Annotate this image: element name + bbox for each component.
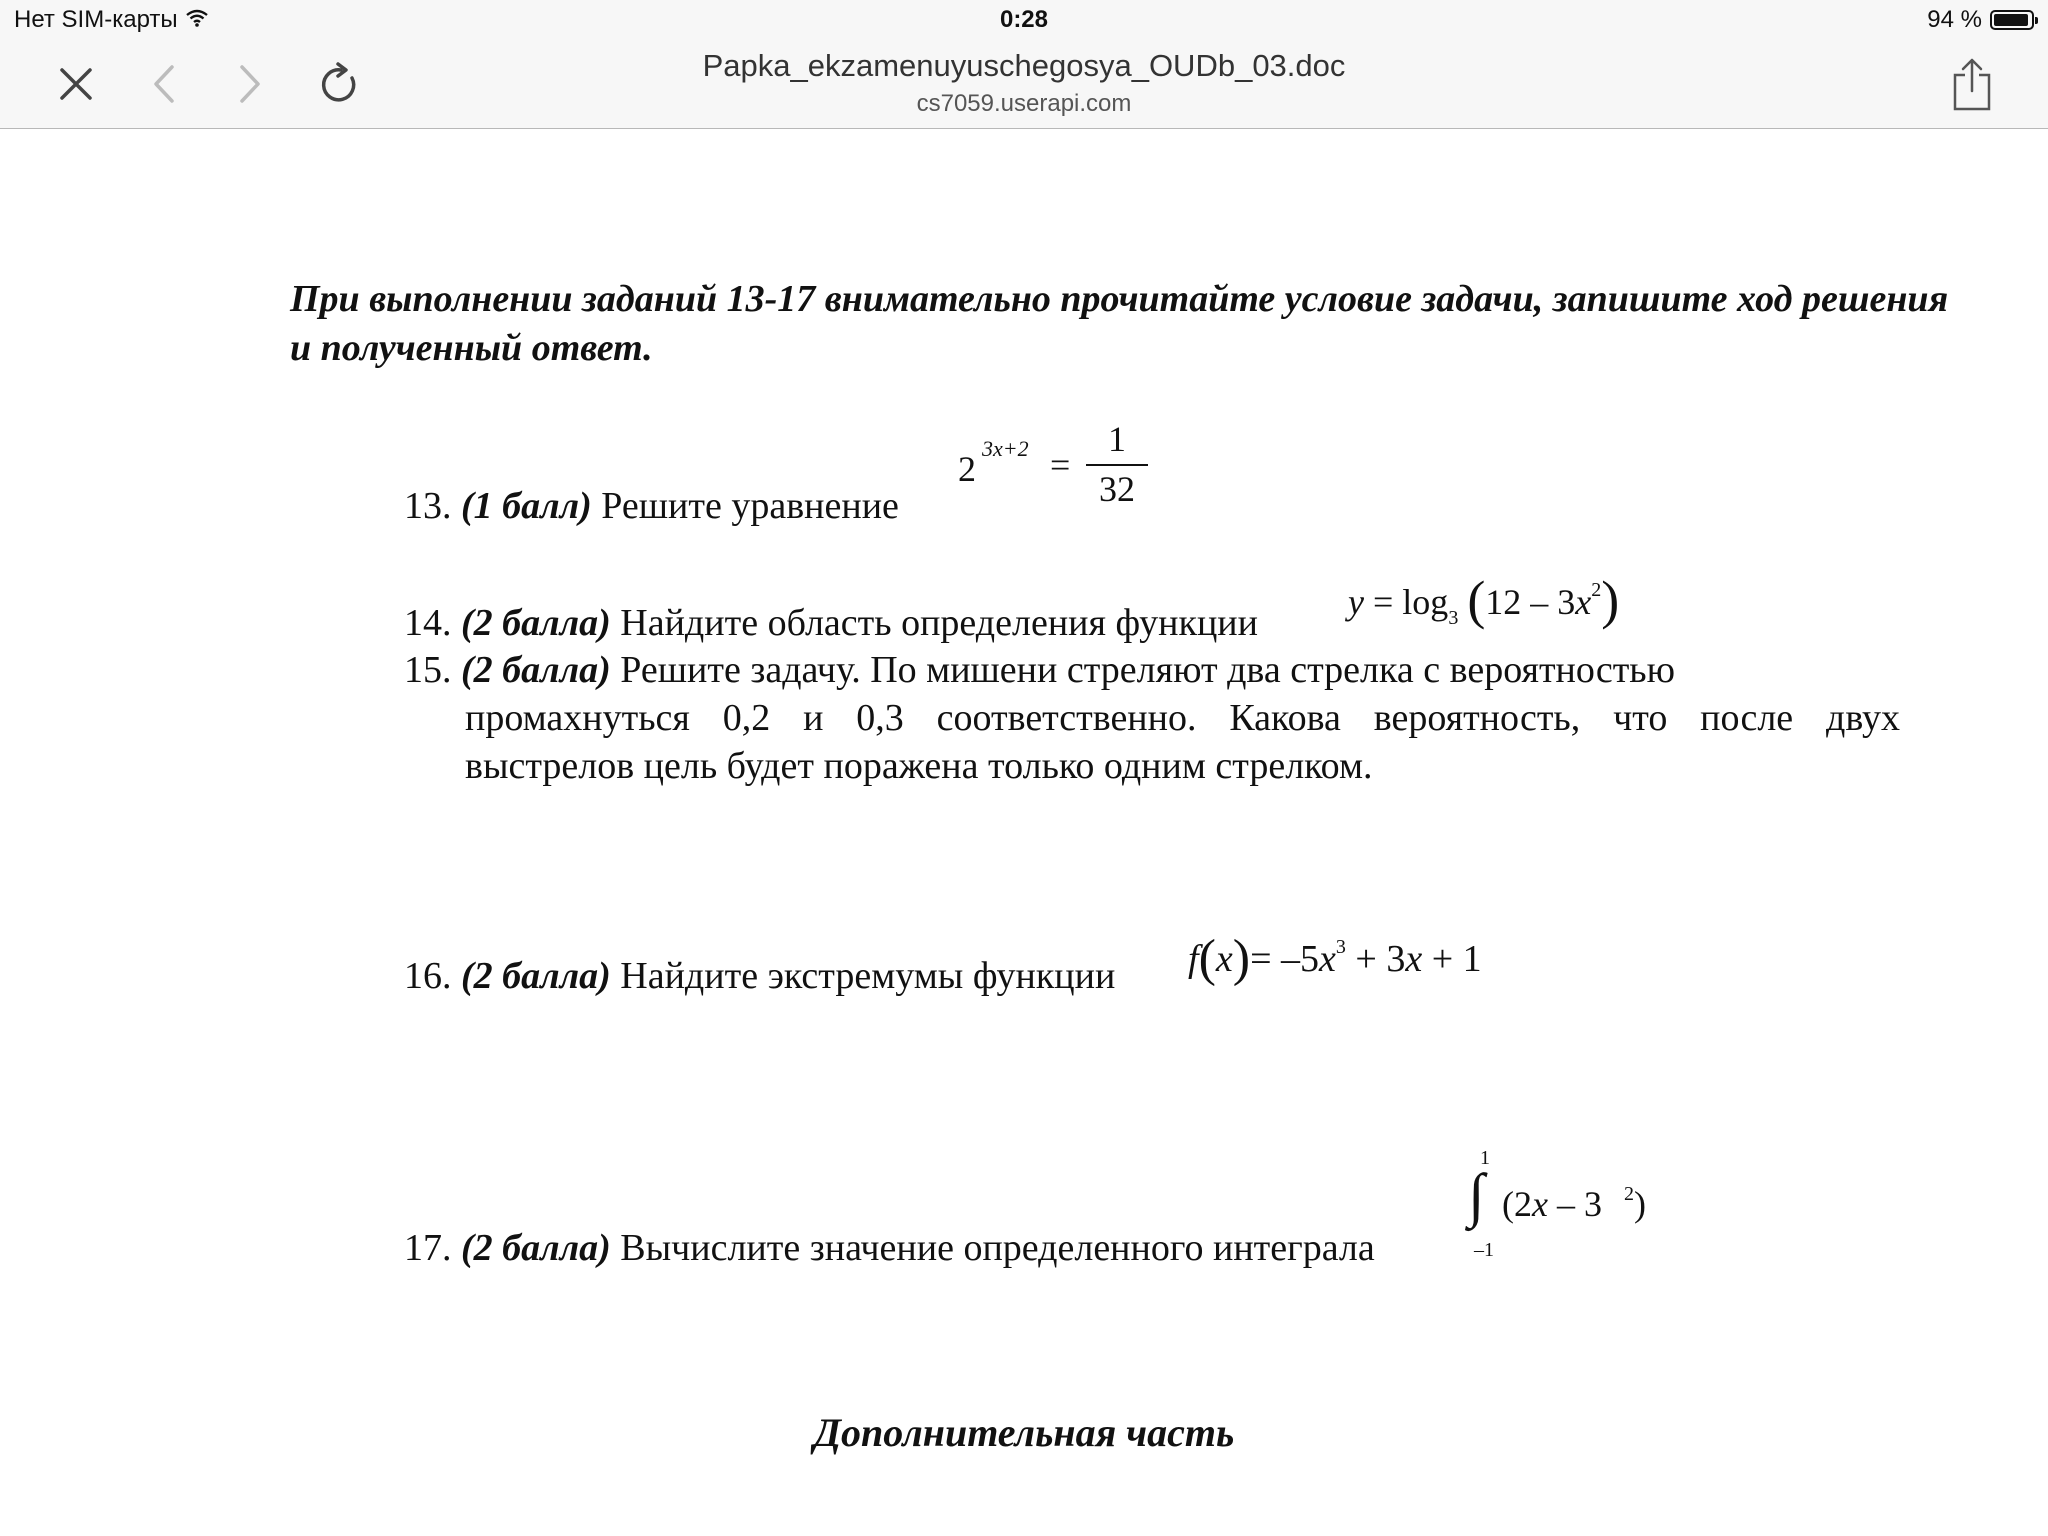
equation-16	[1188, 929, 1482, 988]
eq14-x: x	[1575, 582, 1592, 622]
eq17-integrand	[1502, 1183, 1646, 1225]
task-number: 14.	[404, 602, 452, 644]
eq17-integral-sign: ∫	[1468, 1162, 1485, 1228]
task-15-continuation	[465, 694, 1900, 790]
task-points: (2 балла)	[461, 955, 611, 997]
equation-14	[1348, 569, 1619, 631]
eq16-f: f	[1188, 938, 1199, 980]
share-icon	[1950, 57, 1994, 111]
task-15	[404, 646, 1900, 694]
task-17	[404, 1224, 1375, 1272]
task-number: 13.	[404, 485, 452, 527]
browser-toolbar	[0, 42, 2048, 129]
instructions-heading: При выполнении заданий 13-17 внимательно прочитайте условие задачи, запишите ход решения и полученный ответ.	[290, 278, 1949, 369]
eq16-x3: x	[1405, 938, 1423, 980]
eq13-fraction-bar	[1086, 464, 1148, 466]
task-text: Найдите экстремумы функции	[620, 955, 1116, 997]
eq16-x2: x	[1319, 938, 1336, 980]
eq13-exponent: 3x+2	[982, 436, 1029, 461]
eq16-power: 3	[1335, 936, 1346, 958]
eq14-y: y	[1348, 582, 1364, 622]
eq14-log-base: 3	[1448, 607, 1459, 629]
eq13-base: 2	[958, 449, 976, 489]
task-13	[404, 482, 899, 530]
eq17-x: x	[1532, 1184, 1548, 1224]
task-number: 17.	[404, 1227, 452, 1269]
eq14-power: 2	[1591, 579, 1602, 601]
eq16-rhs-1: = –5	[1250, 938, 1320, 980]
eq13-numerator: 1	[1108, 419, 1126, 459]
eq17-close-paren: )	[1633, 1184, 1646, 1224]
eq17-integrand-2: – 3	[1556, 1184, 1602, 1224]
task-text-line-1: Решите задачу. По мишени стреляют два стрелка с вероятностью	[620, 649, 1676, 691]
task-number: 16.	[404, 955, 452, 997]
document-title: Papka_ekzamenuyuschegosya_OUDb_03.doc	[702, 48, 1346, 83]
battery-info	[1927, 6, 2034, 34]
eq17-lower-limit: –1	[1474, 1239, 1494, 1261]
eq13-denominator: 32	[1099, 469, 1135, 509]
clock: 0:28	[999, 6, 1049, 33]
eq14-inner: 12 – 3	[1485, 582, 1576, 622]
task-text: Вычислите значение определенного интеграла	[620, 1227, 1375, 1269]
battery-icon	[1990, 10, 2034, 30]
eq16-rhs-3: + 1	[1431, 938, 1482, 980]
task-points: (1 балл)	[461, 485, 592, 527]
eq14-close-paren: )	[1601, 570, 1620, 630]
task-points: (2 балла)	[461, 1227, 611, 1269]
battery-level	[1994, 14, 2028, 26]
task-text-line-2: промахнуться 0,2 и 0,3 соответственно. Какова вероятность, что после двух	[465, 697, 1900, 739]
status-bar	[0, 0, 2048, 42]
eq16-rhs-2: + 3	[1355, 938, 1406, 980]
task-text-line-3: выстрелов цель будет поражена только одним стрелком.	[465, 745, 1373, 787]
task-text: Решите уравнение	[601, 485, 899, 527]
eq16-open-paren: (	[1198, 930, 1216, 987]
battery-percent: 94 %	[1927, 6, 1982, 33]
eq13-equals: =	[1050, 445, 1071, 485]
task-14	[404, 599, 1258, 647]
eq16-x: x	[1215, 938, 1233, 980]
eq14-open-paren: (	[1467, 570, 1486, 630]
eq16-close-paren: )	[1232, 930, 1251, 987]
eq14-equals: =	[1372, 582, 1403, 622]
task-16	[404, 952, 1115, 1000]
carrier-label: Нет SIM-карты	[14, 6, 178, 33]
document-url[interactable]: cs7059.userapi.com	[916, 90, 1132, 117]
extra-section-title: Дополнительная часть	[813, 1410, 1235, 1455]
eq17-integrand-1: (2	[1502, 1184, 1532, 1224]
task-number: 15.	[404, 649, 452, 691]
eq17-power: 2	[1623, 1183, 1634, 1205]
eq14-log: log	[1402, 582, 1449, 622]
document-page	[0, 129, 2048, 1536]
task-points: (2 балла)	[461, 649, 611, 691]
share-button[interactable]	[1944, 56, 2000, 112]
eq17-upper-limit: 1	[1480, 1147, 1490, 1169]
task-text: Найдите область определения функции	[620, 602, 1258, 644]
task-points: (2 балла)	[461, 602, 611, 644]
